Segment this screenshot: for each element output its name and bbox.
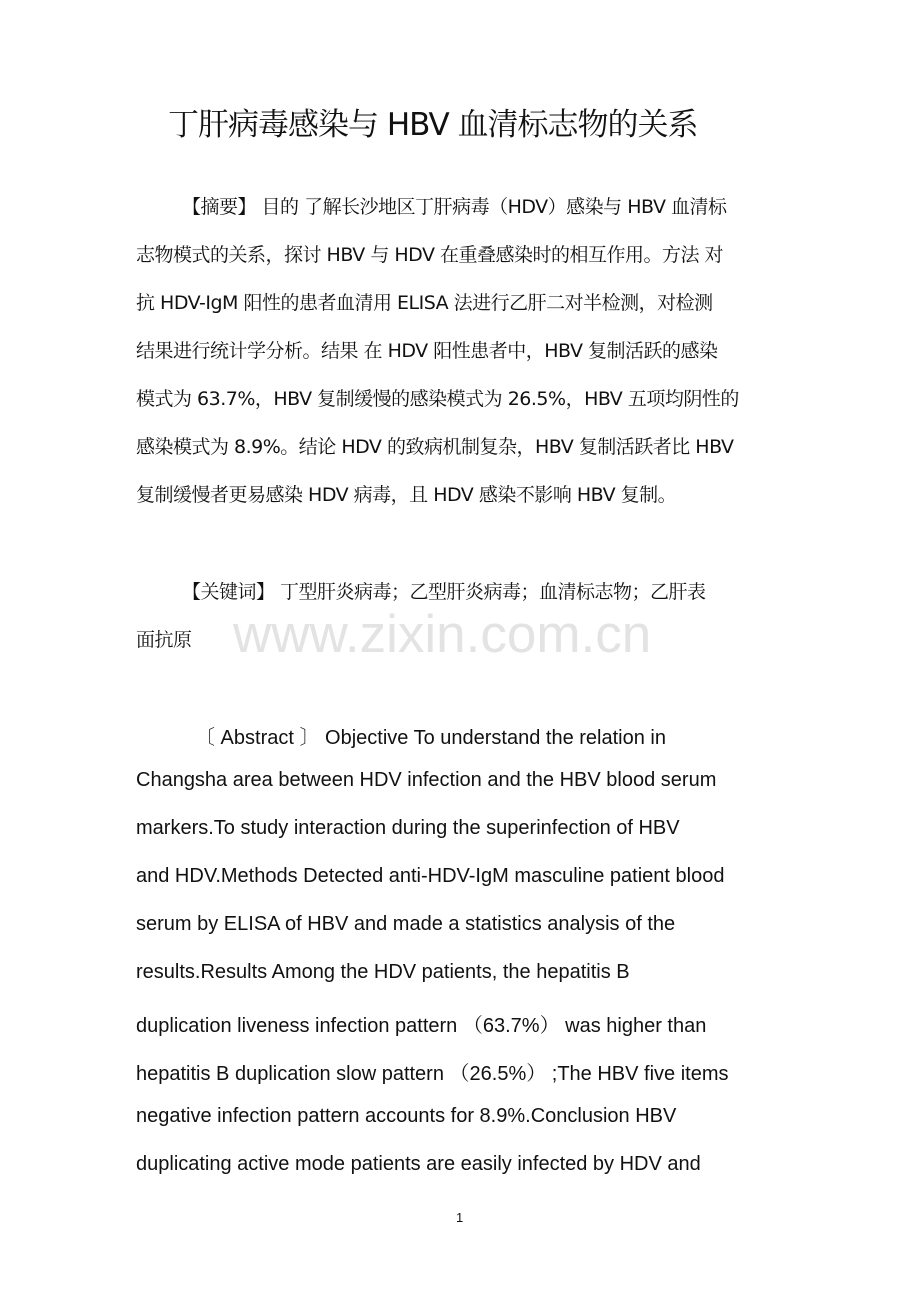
- page-title: 丁肝病毒感染与 HBV 血清标志物的关系: [168, 107, 698, 143]
- abstract-zh-line: 志物模式的关系，探讨 HBV 与 HDV 在重叠感染时的相互作用。方法 对: [136, 244, 724, 266]
- keywords-zh-line: 【关键词】 丁型肝炎病毒；乙型肝炎病毒；血清标志物；乙肝表: [182, 581, 706, 603]
- abstract-zh-line: 模式为 63.7%，HBV 复制缓慢的感染模式为 26.5%，HBV 五项均阴性的: [136, 388, 739, 410]
- abstract-zh-line: 感染模式为 8.9%。结论 HDV 的致病机制复杂，HBV 复制活跃者比 HBV: [136, 436, 734, 458]
- abstract-en-line: markers.To study interaction during the superinfection of HBV: [136, 817, 680, 839]
- page-number: 1: [456, 1210, 464, 1225]
- abstract-en-line: duplicating active mode patients are easily infected by HDV and: [136, 1153, 701, 1175]
- abstract-zh-line: 结果进行统计学分析。结果 在 HDV 阳性患者中，HBV 复制活跃的感染: [136, 340, 718, 362]
- abstract-zh-line: 抗 HDV-IgM 阳性的患者血清用 ELISA 法进行乙肝二对半检测，对检测: [136, 292, 713, 314]
- abstract-en-line: 〔 Abstract 〕 Objective To understand the relation in: [195, 727, 666, 749]
- keywords-zh-line: 面抗原: [136, 629, 192, 651]
- abstract-en-line: Changsha area between HDV infection and the HBV blood serum: [136, 769, 717, 791]
- watermark: www.zixin.com.cn: [233, 605, 652, 664]
- abstract-en-line: negative infection pattern accounts for 8.9%.Conclusion HBV: [136, 1105, 677, 1127]
- abstract-en-line: results.Results Among the HDV patients, the hepatitis B: [136, 961, 630, 983]
- abstract-en-line: duplication liveness infection pattern （63.7%） was higher than: [136, 1015, 707, 1037]
- abstract-en-line: and HDV.Methods Detected anti-HDV-IgM masculine patient blood: [136, 865, 725, 887]
- abstract-en-line: serum by ELISA of HBV and made a statistics analysis of the: [136, 913, 676, 935]
- abstract-en-line: hepatitis B duplication slow pattern （26.5%） ;The HBV five items: [136, 1063, 729, 1085]
- abstract-zh-line: 【摘要】 目的 了解长沙地区丁肝病毒（HDV）感染与 HBV 血清标: [182, 196, 727, 218]
- abstract-zh-line: 复制缓慢者更易感染 HDV 病毒，且 HDV 感染不影响 HBV 复制。: [136, 484, 677, 506]
